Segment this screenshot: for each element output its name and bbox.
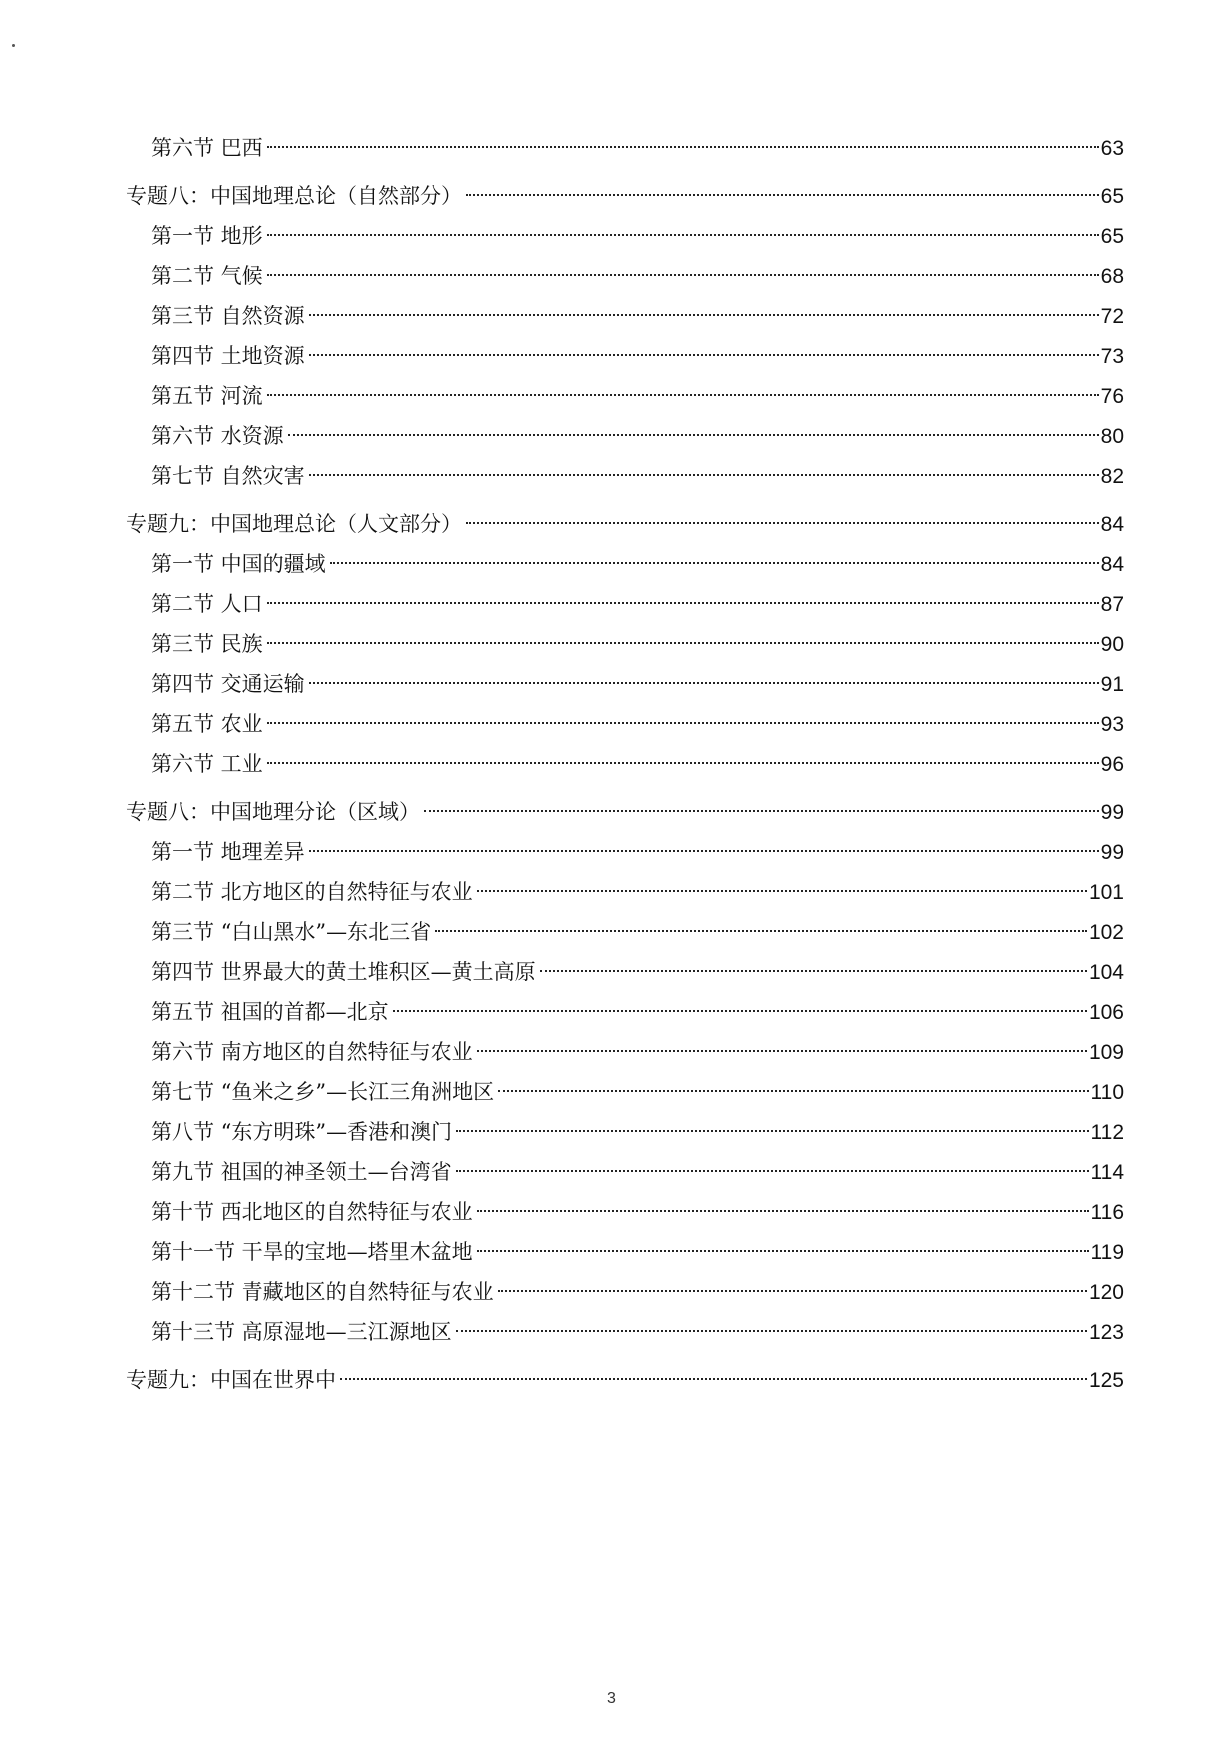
toc-dot-leader bbox=[267, 762, 1099, 764]
toc-entry-page: 84 bbox=[1100, 513, 1124, 536]
toc-entry-page: 106 bbox=[1088, 1001, 1124, 1024]
toc-entry-page: 76 bbox=[1100, 385, 1124, 408]
toc-dot-leader bbox=[466, 194, 1099, 196]
toc-chapter-entry[interactable] bbox=[126, 792, 1124, 832]
toc-entry-page: 87 bbox=[1100, 593, 1124, 616]
toc-entry-label: 第三节 “白山黑水”—东北三省 bbox=[151, 920, 432, 944]
toc-dot-leader bbox=[267, 234, 1099, 236]
toc-entry-label: 第十二节 青藏地区的自然特征与农业 bbox=[151, 1280, 494, 1304]
toc-section-entry[interactable] bbox=[126, 1072, 1124, 1112]
toc-entry-label: 第一节 中国的疆域 bbox=[151, 552, 326, 576]
toc-entry-label: 第五节 河流 bbox=[151, 384, 263, 408]
toc-section-entry[interactable] bbox=[126, 992, 1124, 1032]
toc-entry-page: 90 bbox=[1100, 633, 1124, 656]
toc-entry-label: 第十节 西北地区的自然特征与农业 bbox=[151, 1200, 473, 1224]
toc-entry-page: 99 bbox=[1100, 841, 1124, 864]
toc-dot-leader bbox=[424, 810, 1099, 812]
toc-entry-label: 第五节 祖国的首都—北京 bbox=[151, 1000, 389, 1024]
toc-entry-label: 第六节 工业 bbox=[151, 752, 263, 776]
toc-dot-leader bbox=[267, 722, 1099, 724]
toc-dot-leader bbox=[309, 314, 1099, 316]
toc-entry-page: 68 bbox=[1100, 265, 1124, 288]
toc-entry-label: 第五节 农业 bbox=[151, 712, 263, 736]
toc-entry-page: 125 bbox=[1088, 1369, 1124, 1392]
toc-dot-leader bbox=[309, 354, 1099, 356]
toc-section-entry[interactable] bbox=[126, 1032, 1124, 1072]
toc-entry-page: 112 bbox=[1090, 1121, 1124, 1144]
toc-dot-leader bbox=[267, 146, 1099, 148]
toc-entry-label: 第一节 地形 bbox=[151, 224, 263, 248]
toc-dot-leader bbox=[267, 602, 1099, 604]
toc-entry-label: 第三节 民族 bbox=[151, 632, 263, 656]
toc-entry-label: 第二节 人口 bbox=[151, 592, 263, 616]
toc-dot-leader bbox=[498, 1090, 1088, 1092]
toc-entry-label: 第四节 土地资源 bbox=[151, 344, 305, 368]
toc-entry-label: 第七节 “鱼米之乡”—长江三角洲地区 bbox=[151, 1080, 495, 1104]
toc-dot-leader bbox=[330, 562, 1099, 564]
toc-dot-leader bbox=[456, 1330, 1087, 1332]
toc-entry-label: 专题九：中国在世界中 bbox=[126, 1368, 336, 1392]
toc-entry-page: 99 bbox=[1100, 801, 1124, 824]
toc-entry-page: 110 bbox=[1090, 1081, 1124, 1104]
toc-section-entry[interactable] bbox=[126, 584, 1124, 624]
toc-section-entry[interactable] bbox=[126, 128, 1124, 168]
toc-section-entry[interactable] bbox=[126, 664, 1124, 704]
toc-entry-page: 82 bbox=[1100, 465, 1124, 488]
toc-entry-label: 专题八：中国地理分论（区域） bbox=[126, 800, 420, 824]
toc-entry-label: 第十三节 高原湿地—三江源地区 bbox=[151, 1320, 452, 1344]
toc-entry-page: 80 bbox=[1100, 425, 1124, 448]
toc-section-entry[interactable] bbox=[126, 256, 1124, 296]
toc-section-entry[interactable] bbox=[126, 1112, 1124, 1152]
toc-section-entry[interactable] bbox=[126, 376, 1124, 416]
toc-entry-page: 123 bbox=[1088, 1321, 1124, 1344]
toc-entry-label: 第四节 交通运输 bbox=[151, 672, 305, 696]
toc-entry-label: 第二节 气候 bbox=[151, 264, 263, 288]
toc-dot-leader bbox=[477, 890, 1087, 892]
toc-entry-label: 第七节 自然灾害 bbox=[151, 464, 305, 488]
toc-entry-page: 102 bbox=[1088, 921, 1124, 944]
table-of-contents bbox=[126, 128, 1124, 1400]
toc-entry-label: 专题九：中国地理总论（人文部分） bbox=[126, 512, 462, 536]
toc-dot-leader bbox=[540, 970, 1087, 972]
toc-entry-label: 第九节 祖国的神圣领土—台湾省 bbox=[151, 1160, 452, 1184]
toc-entry-page: 109 bbox=[1088, 1041, 1124, 1064]
toc-dot-leader bbox=[340, 1378, 1087, 1380]
toc-dot-leader bbox=[498, 1290, 1087, 1292]
toc-chapter-entry[interactable] bbox=[126, 176, 1124, 216]
toc-entry-label: 专题八：中国地理总论（自然部分） bbox=[126, 184, 462, 208]
toc-dot-leader bbox=[477, 1250, 1089, 1252]
toc-section-entry[interactable] bbox=[126, 296, 1124, 336]
toc-section-entry[interactable] bbox=[126, 624, 1124, 664]
toc-entry-label: 第三节 自然资源 bbox=[151, 304, 305, 328]
toc-dot-leader bbox=[456, 1170, 1089, 1172]
toc-entry-page: 96 bbox=[1100, 753, 1124, 776]
toc-section-entry[interactable] bbox=[126, 704, 1124, 744]
toc-entry-page: 120 bbox=[1088, 1281, 1124, 1304]
toc-section-entry[interactable] bbox=[126, 1152, 1124, 1192]
toc-entry-page: 63 bbox=[1100, 137, 1124, 160]
toc-section-entry[interactable] bbox=[126, 912, 1124, 952]
toc-dot-leader bbox=[288, 434, 1099, 436]
toc-dot-leader bbox=[477, 1210, 1089, 1212]
toc-section-entry[interactable] bbox=[126, 544, 1124, 584]
toc-entry-page: 114 bbox=[1090, 1161, 1124, 1184]
toc-dot-leader bbox=[267, 274, 1099, 276]
toc-section-entry[interactable] bbox=[126, 216, 1124, 256]
toc-section-entry[interactable] bbox=[126, 832, 1124, 872]
toc-entry-label: 第八节 “东方明珠”—香港和澳门 bbox=[151, 1120, 453, 1144]
toc-entry-page: 119 bbox=[1090, 1241, 1124, 1264]
toc-entry-label: 第六节 巴西 bbox=[151, 136, 263, 160]
toc-dot-leader bbox=[393, 1010, 1087, 1012]
toc-section-entry[interactable] bbox=[126, 1192, 1124, 1232]
toc-dot-leader bbox=[456, 1130, 1088, 1132]
toc-dot-leader bbox=[267, 642, 1099, 644]
toc-entry-page: 65 bbox=[1100, 225, 1124, 248]
toc-dot-leader bbox=[466, 522, 1099, 524]
toc-entry-label: 第四节 世界最大的黄土堆积区—黄土高原 bbox=[151, 960, 536, 984]
scan-speck bbox=[12, 44, 15, 47]
toc-dot-leader bbox=[309, 682, 1099, 684]
toc-section-entry[interactable] bbox=[126, 744, 1124, 784]
toc-dot-leader bbox=[477, 1050, 1087, 1052]
toc-entry-page: 104 bbox=[1088, 961, 1124, 984]
toc-section-entry[interactable] bbox=[126, 1312, 1124, 1352]
toc-entry-page: 65 bbox=[1100, 185, 1124, 208]
toc-dot-leader bbox=[435, 930, 1087, 932]
toc-entry-page: 73 bbox=[1100, 345, 1124, 368]
toc-section-entry[interactable] bbox=[126, 416, 1124, 456]
toc-entry-label: 第一节 地理差异 bbox=[151, 840, 305, 864]
page-number: 3 bbox=[607, 1690, 616, 1707]
toc-entry-page: 84 bbox=[1100, 553, 1124, 576]
toc-section-entry[interactable] bbox=[126, 1232, 1124, 1272]
toc-entry-label: 第二节 北方地区的自然特征与农业 bbox=[151, 880, 473, 904]
toc-section-entry[interactable] bbox=[126, 952, 1124, 992]
toc-entry-page: 91 bbox=[1100, 673, 1124, 696]
toc-dot-leader bbox=[309, 850, 1099, 852]
toc-section-entry[interactable] bbox=[126, 872, 1124, 912]
toc-chapter-entry[interactable] bbox=[126, 1360, 1124, 1400]
toc-entry-page: 101 bbox=[1088, 881, 1124, 904]
toc-section-entry[interactable] bbox=[126, 456, 1124, 496]
toc-entry-page: 93 bbox=[1100, 713, 1124, 736]
toc-entry-label: 第六节 南方地区的自然特征与农业 bbox=[151, 1040, 473, 1064]
toc-chapter-entry[interactable] bbox=[126, 504, 1124, 544]
toc-entry-page: 116 bbox=[1090, 1201, 1124, 1224]
toc-dot-leader bbox=[267, 394, 1099, 396]
toc-entry-label: 第十一节 干旱的宝地—塔里木盆地 bbox=[151, 1240, 473, 1264]
toc-entry-label: 第六节 水资源 bbox=[151, 424, 284, 448]
toc-dot-leader bbox=[309, 474, 1099, 476]
toc-entry-page: 72 bbox=[1100, 305, 1124, 328]
toc-section-entry[interactable] bbox=[126, 1272, 1124, 1312]
toc-section-entry[interactable] bbox=[126, 336, 1124, 376]
